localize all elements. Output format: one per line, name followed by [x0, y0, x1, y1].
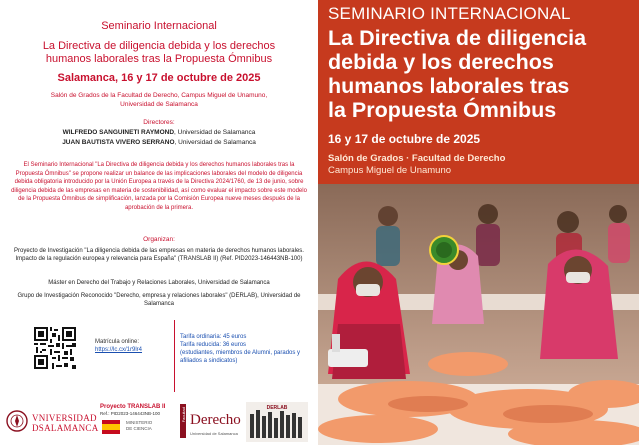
- divider: [174, 320, 175, 392]
- left-kicker: Seminario Internacional: [101, 20, 217, 32]
- registration-info: Matrícula online: https://lc.cx/1r9lr4: [95, 339, 143, 353]
- organizer-master: Máster en Derecho del Trabajo y Relaciones Laborales, Universidad de Salamanca: [48, 280, 270, 286]
- qr-code-icon[interactable]: [34, 327, 76, 369]
- director-1: WILFREDO SANGUINETI RAYMOND, Universidad de Salamanca: [62, 129, 256, 136]
- left-date: Salamanca, 16 y 17 de octubre de 2025: [57, 72, 261, 84]
- directors-heading: Directores:: [143, 119, 175, 126]
- organizers-heading: Organizan:: [143, 236, 175, 243]
- director-2: JUAN BAUTISTA VIVERO SERRANO, Universidad de Salamanca: [62, 139, 256, 146]
- hero-campus: Campus Miguel de Unamuno: [328, 165, 452, 176]
- faculty-logo: Facultad Derecho Universidad de Salamanca: [180, 402, 242, 442]
- garment-factory-photo: [318, 184, 639, 445]
- left-title: La Directiva de diligencia debida y los derechos humanos laborales tras la Propuesta Ómnibus: [42, 40, 276, 65]
- spain-government-emblem-icon: [100, 418, 122, 436]
- info-panel: [0, 0, 318, 445]
- derlab-logo: [246, 402, 308, 442]
- hero-title: La Directiva de diligencia debida y los derechos humanos laborales tras la Propuesta Ómnibus: [328, 26, 587, 122]
- description: El Seminario Internacional "La Directiva de diligencia debida y los derechos humanos laborales tras la Propuesta Ómnibus" se propone realizar un balance de las implicaciones laborales del modelo de diligencia debida obligatoria introducido por la Unión Europea a través de la Directiva 2024/1760, de 13 de junio, sobre diligencia debida de las empresas en materia de sostenibilidad, así como evaluar el impacto sobre este modelo de la Propuesta Ómnibus de simplificación, lanzada por la Comisión Europea nueve meses después de la aprobación de la primera.: [11, 162, 307, 211]
- derlab-label: DERLAB: [266, 405, 288, 411]
- organizer-translab: Proyecto de Investigación "La diligencia debida de las empresas en materia de derechos humanos laborales. Impacto de la regulación europea y relevancia para España" (TRANSLAB II) (Ref. PID2023-146443NB-100): [14, 248, 304, 262]
- fees: Tarifa ordinaria: 45 euros Tarifa reducida: 36 euros (estudiantes, miembros de Alumni, parados y afiliados a sindicatos): [180, 334, 301, 364]
- registration-link[interactable]: https://lc.cx/1r9lr4: [95, 347, 143, 353]
- usal-logo: VNIVERSIDAD DSALAMANCA: [6, 406, 96, 438]
- organizer-derlab: Grupo de Investigación Reconocido "Derecho, empresa y relaciones laborales" (DERLAB), Universidad de Salamanca: [17, 293, 301, 307]
- translab-logo: Proyecto TRANSLAB II Ref.: PID2023-146443NB-100 MINISTERIO DE CIENCIA: [100, 404, 174, 440]
- logos-row: [0, 400, 318, 445]
- hero-date: 16 y 17 de octubre de 2025: [328, 132, 481, 146]
- hero-panel: [318, 0, 639, 445]
- hero-kicker: SEMINARIO INTERNACIONAL: [328, 4, 571, 23]
- left-venue: Salón de Grados de la Facultad de Derecho, Campus Miguel de Unamuno, Universidad de Salamanca: [50, 92, 268, 108]
- university-seal-icon: [6, 408, 28, 434]
- hero-venue: Salón de Grados · Facultad de Derecho: [328, 153, 506, 164]
